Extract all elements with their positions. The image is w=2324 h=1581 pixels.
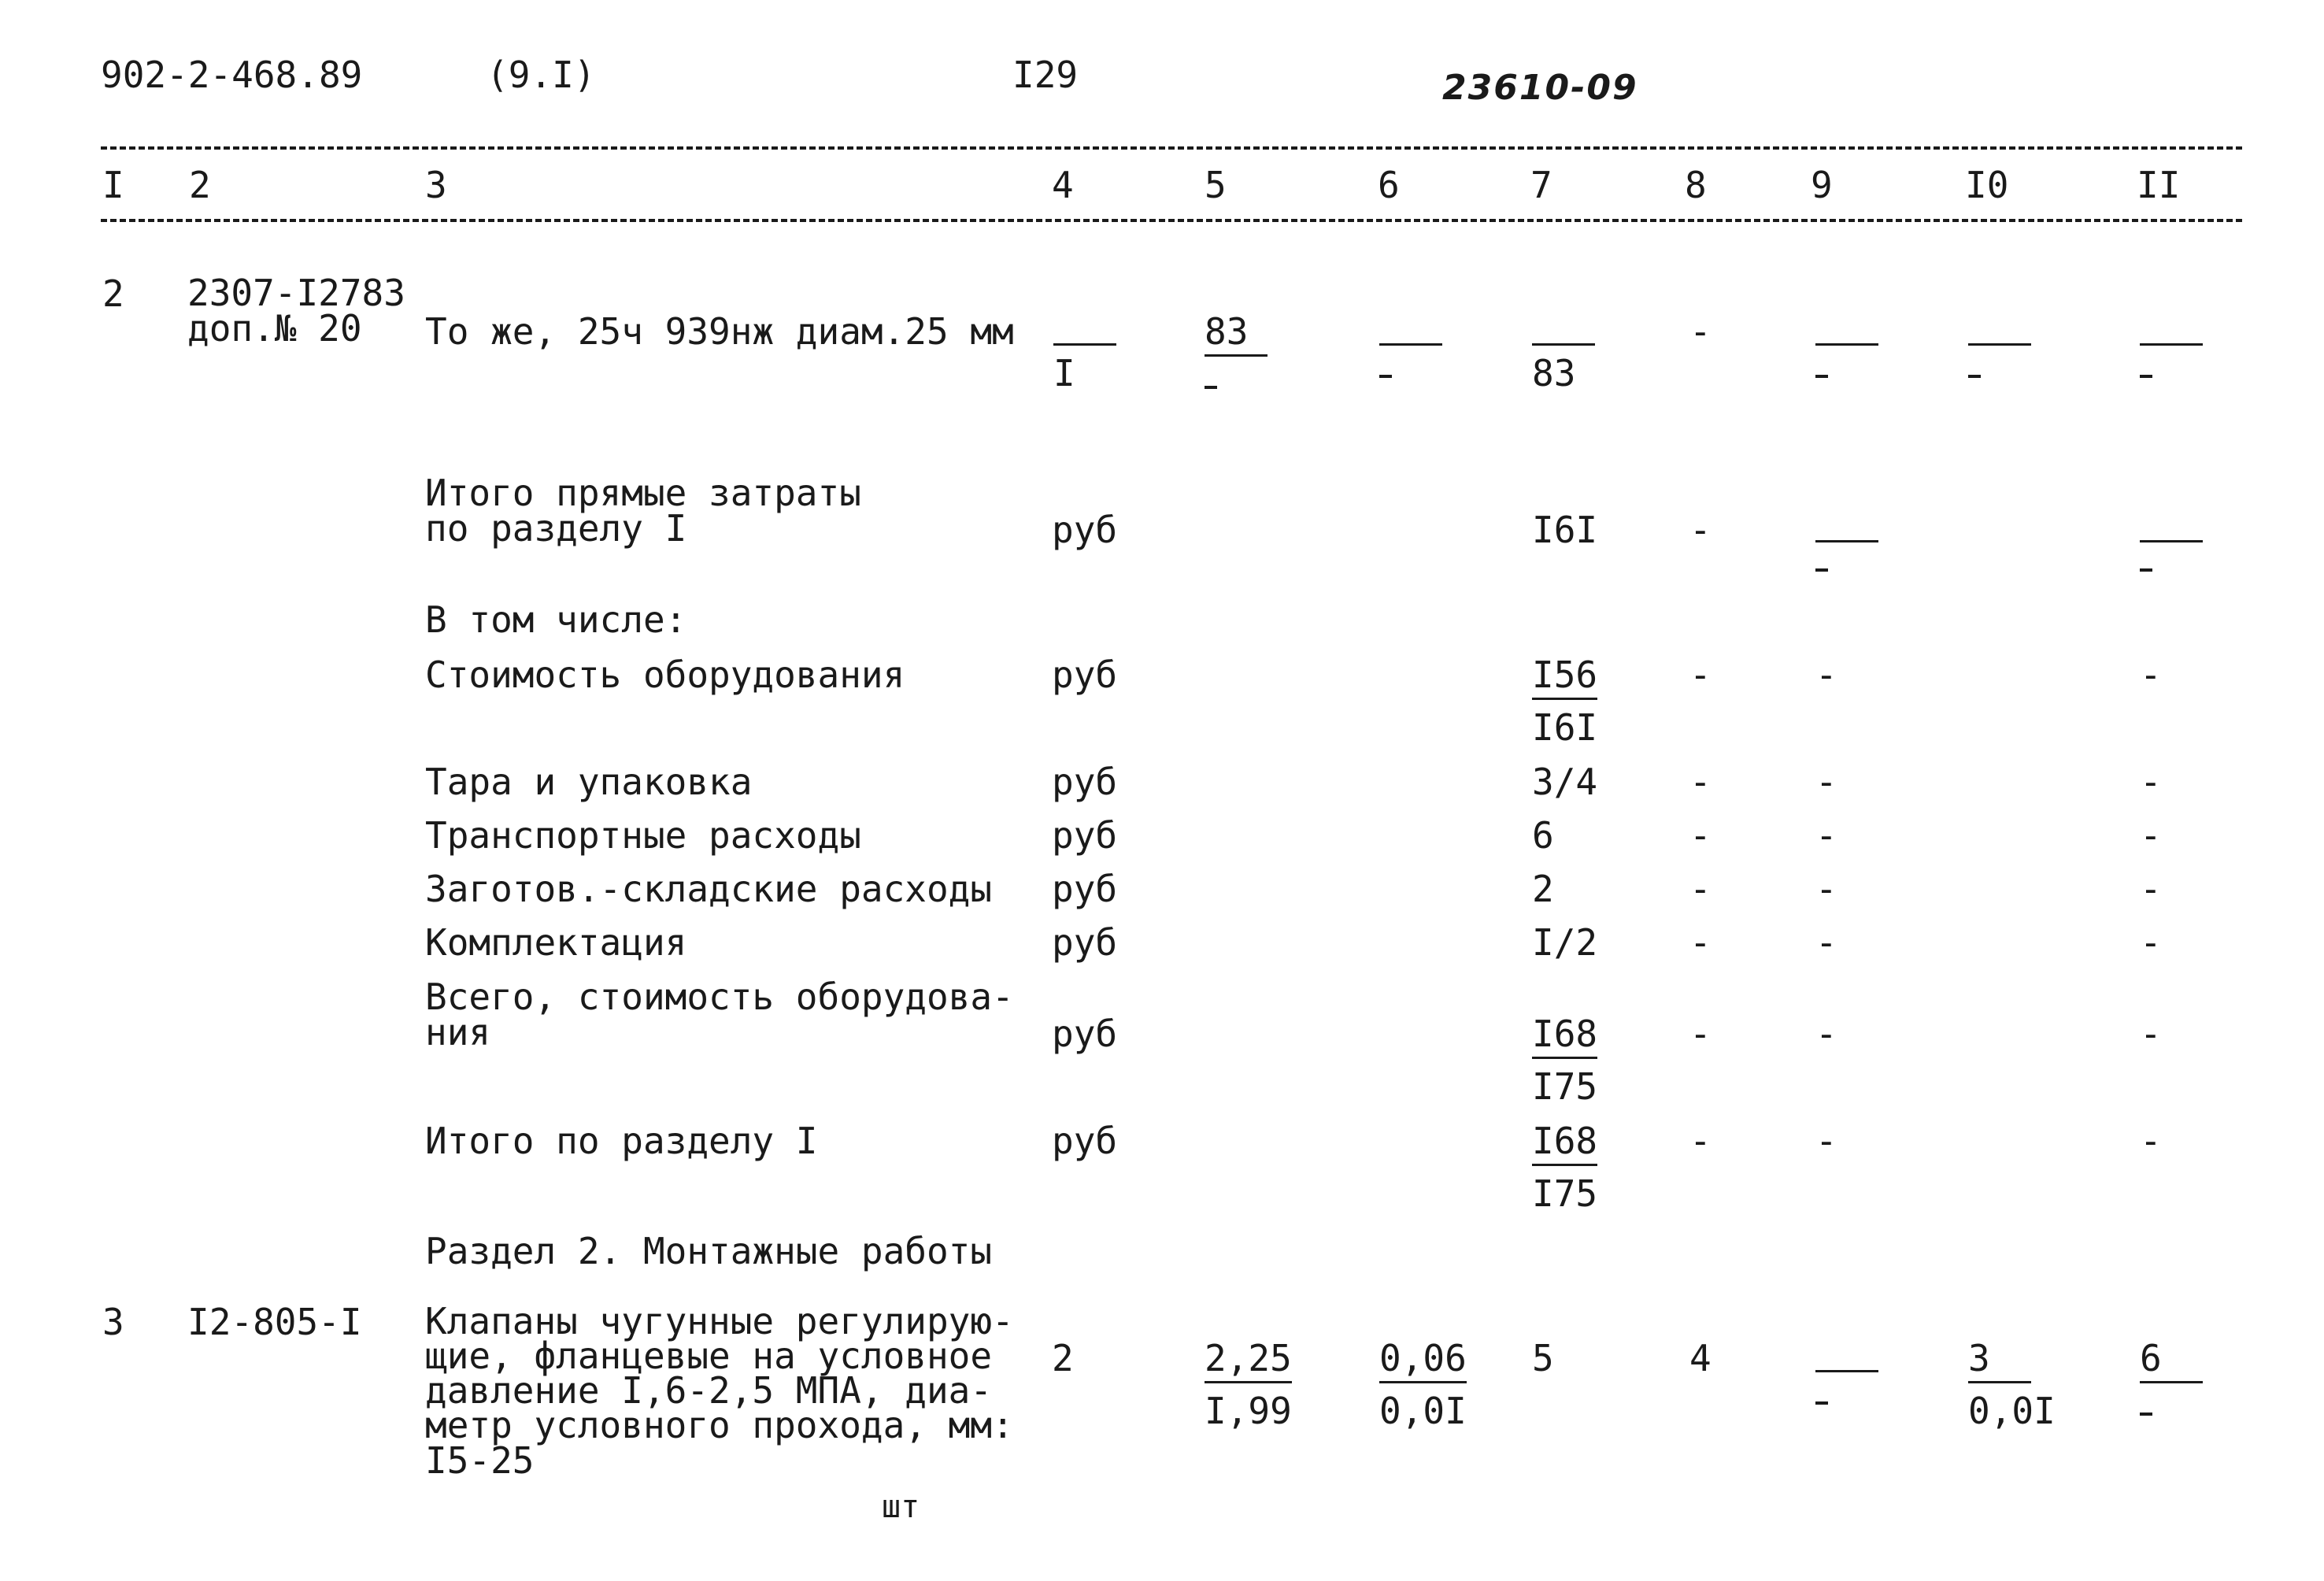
row3-code: I2-805-I — [187, 1301, 362, 1343]
assembly-col9: - — [1815, 921, 1837, 964]
row2-col5: 83 — [1205, 313, 1267, 393]
direct-costs-unit: руб — [1052, 509, 1118, 551]
equipment-cost-col7: $\frac{I56}{I6I}$ — [1532, 654, 1598, 749]
col-header-5: 5 — [1205, 164, 1227, 206]
assembly-col11: - — [2140, 921, 2162, 964]
direct-costs-col8: - — [1689, 509, 1712, 551]
section-total-col9: - — [1815, 1120, 1837, 1162]
section-total-col7: $\frac{I68}{I75}$ — [1532, 1120, 1598, 1215]
row3-col4: 2 — [1052, 1337, 1074, 1379]
storage-col8: - — [1689, 868, 1712, 910]
equipment-cost-col9: - — [1815, 654, 1837, 696]
row2-col9 — [1815, 313, 1878, 382]
row2-col4: I — [1053, 313, 1116, 391]
assembly-col7: I/2 — [1532, 921, 1598, 964]
row2-col10 — [1968, 313, 2031, 382]
transport-col8: - — [1689, 814, 1712, 857]
section2-title: Раздел 2. Монтажные работы — [425, 1230, 993, 1272]
transport-col7: 6 — [1532, 814, 1554, 857]
equipment-total-col11: - — [2140, 1013, 2162, 1055]
storage-col11: - — [2140, 868, 2162, 910]
row2-description: То же, 25ч 939нж диам.25 мм — [425, 310, 1014, 353]
section-total-col11: - — [2140, 1120, 2162, 1162]
row3-col8: 4 — [1689, 1337, 1712, 1379]
section-total-label: Итого по разделу I — [425, 1120, 818, 1162]
storage-label: Заготов.-складские расходы — [425, 868, 993, 910]
transport-unit: руб — [1052, 814, 1118, 857]
col-header-9: 9 — [1811, 164, 1833, 206]
row3-description: Клапаны чугунные регулирую- щие, фланцевые на условное давление I,6-2,5 МПА, диа- метр условного прохода, мм: I5-25 — [425, 1300, 1014, 1482]
row2-number: 2 — [102, 272, 124, 315]
handwritten-stamp: 23610-09 — [1442, 68, 1638, 108]
row2-col11 — [2140, 313, 2203, 382]
equipment-cost-unit: руб — [1052, 654, 1118, 696]
equipment-cost-col8: - — [1689, 654, 1712, 696]
assembly-label: Комплектация — [425, 921, 687, 964]
direct-costs-col11 — [2140, 518, 2203, 565]
packaging-col8: - — [1689, 761, 1712, 803]
row3-unit: шт — [882, 1489, 920, 1525]
col-header-1: I — [102, 164, 124, 206]
row3-col7: 5 — [1532, 1337, 1554, 1379]
page-number: I29 — [1012, 54, 1079, 96]
col-header-6: 6 — [1378, 164, 1400, 206]
packaging-col11: - — [2140, 761, 2162, 803]
col-header-7: 7 — [1530, 164, 1552, 206]
direct-costs-col7: I6I — [1532, 509, 1598, 551]
header-top-rule — [101, 146, 2242, 150]
col-header-3: 3 — [425, 164, 447, 206]
row3-number: 3 — [102, 1301, 124, 1343]
col-header-11: II — [2137, 164, 2181, 206]
col-header-4: 4 — [1052, 164, 1074, 206]
direct-costs-col9 — [1815, 518, 1878, 565]
assembly-col8: - — [1689, 921, 1712, 964]
row2-col7: 83 — [1532, 313, 1595, 391]
storage-col9: - — [1815, 868, 1837, 910]
row2-code: 2307-I2783 доп.№ 20 — [187, 272, 405, 350]
transport-col11: - — [2140, 814, 2162, 857]
including-label: В том числе: — [425, 598, 687, 641]
transport-col9: - — [1815, 814, 1837, 857]
packaging-col7: 3/4 — [1532, 761, 1598, 803]
equipment-total-unit: руб — [1052, 1013, 1118, 1055]
storage-unit: руб — [1052, 868, 1118, 910]
equipment-total-col8: - — [1689, 1013, 1712, 1055]
assembly-unit: руб — [1052, 921, 1118, 964]
row3-col11: 6 — [2140, 1340, 2203, 1420]
direct-costs-label: Итого прямые затраты по разделу I — [425, 472, 861, 550]
header-bottom-rule — [101, 219, 2242, 222]
doc-code: 902-2-468.89 — [101, 54, 363, 96]
col-header-8: 8 — [1685, 164, 1707, 206]
col-header-2: 2 — [189, 164, 211, 206]
packaging-label: Тара и упаковка — [425, 761, 753, 803]
storage-col7: 2 — [1532, 868, 1554, 910]
packaging-col9: - — [1815, 761, 1837, 803]
row3-col10: $\frac{3}{0,0I}$ — [1968, 1337, 2056, 1432]
equipment-total-label: Всего, стоимость оборудова- ния — [425, 976, 1014, 1054]
transport-label: Транспортные расходы — [425, 814, 861, 857]
row2-col6 — [1379, 313, 1442, 382]
row2-col8: - — [1689, 310, 1712, 353]
section-total-unit: руб — [1052, 1120, 1118, 1162]
equipment-total-col9: - — [1815, 1013, 1837, 1055]
row3-col9 — [1815, 1340, 1878, 1409]
row3-col6: $\frac{0,06}{0,0I}$ — [1379, 1337, 1467, 1432]
equipment-total-col7: $\frac{I68}{I75}$ — [1532, 1013, 1598, 1108]
equipment-cost-label: Стоимость оборудования — [425, 654, 905, 696]
section-ref: (9.I) — [487, 54, 596, 96]
packaging-unit: руб — [1052, 761, 1118, 803]
section-total-col8: - — [1689, 1120, 1712, 1162]
col-header-10: I0 — [1965, 164, 2009, 206]
row3-col5: $\frac{2,25}{I,99}$ — [1205, 1337, 1292, 1432]
equipment-cost-col11: - — [2140, 654, 2162, 696]
